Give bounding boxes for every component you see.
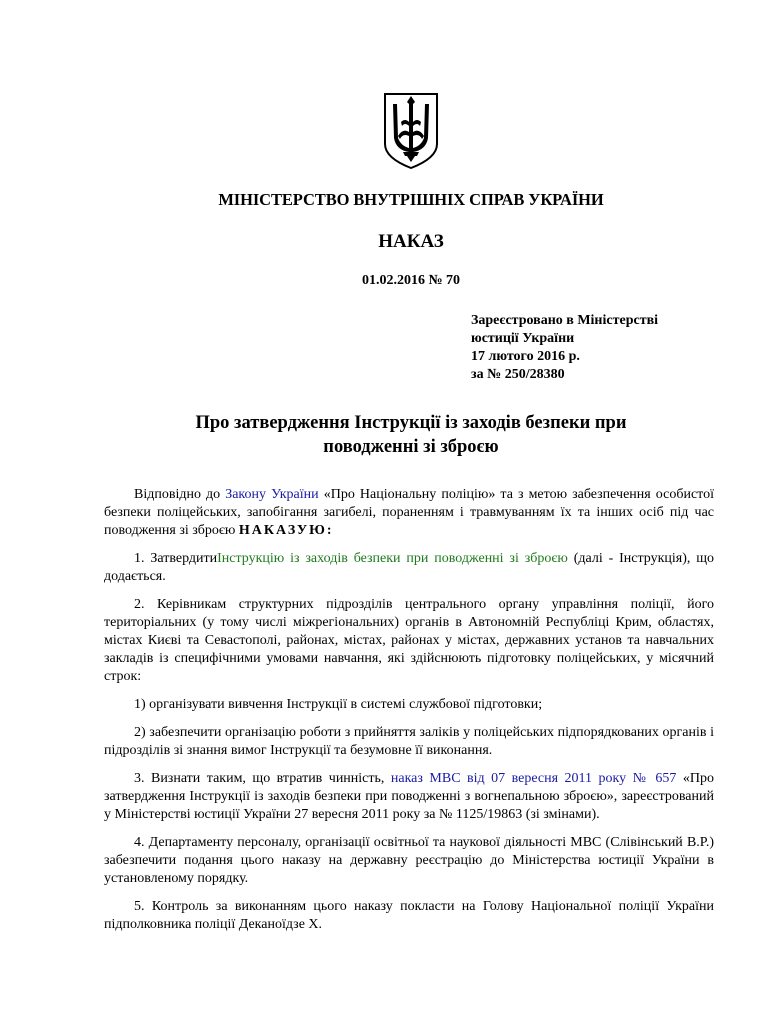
instruction-link[interactable]: Інструкцію із заходів безпеки при поводженні зі зброєю bbox=[217, 551, 568, 566]
preamble-paragraph bbox=[104, 486, 714, 540]
registration-block bbox=[471, 312, 741, 384]
registration-date: 17 лютого 2016 р. bbox=[471, 349, 580, 364]
preamble-text: Відповідно до bbox=[134, 487, 226, 502]
order-label: НАКАЗ bbox=[378, 231, 444, 252]
item-4-paragraph: 4. Департаменту персоналу, організації освітньої та наукової діяльності МВС (Слівінський В.Р.) забезпечити подання цього наказу на державну реєстрацію до Міністерства юстиції України в установленому порядку. bbox=[104, 835, 714, 886]
registration-line: юстиції України bbox=[471, 331, 575, 346]
registration-line: Зареєстровано в Міністерстві bbox=[471, 313, 659, 328]
item-1-suffix: (далі - Інструкція), що додається. bbox=[104, 551, 714, 584]
item-1-paragraph bbox=[104, 550, 714, 586]
item-2-1-paragraph: 1) організувати вивчення Інструкції в системі службової підготовки; bbox=[134, 697, 543, 712]
item-1-prefix: 1. Затвердити bbox=[134, 551, 218, 566]
item-3-prefix: 3. Визнати таким, що втратив чинність, bbox=[134, 771, 391, 786]
registration-number: за № 250/28380 bbox=[471, 367, 565, 382]
document-title-line: Про затвердження Інструкції із заходів безпеки при bbox=[195, 413, 627, 433]
item-3-suffix: «Про затвердження Інструкції із заходів безпеки при поводженні з вогнепальною зброєю», зареєстрований у Міністерстві юстиції України 27 вересня 2011 року за № 1125/19863 (зі змінами). bbox=[104, 771, 714, 822]
document-title bbox=[0, 411, 768, 459]
order-date-number: 01.02.2016 № 70 bbox=[361, 273, 461, 288]
law-link[interactable]: Закону України bbox=[225, 487, 319, 502]
document-title-line: поводженні зі зброєю bbox=[323, 437, 499, 457]
preamble-text: «Про Національну поліцію» та з метою забезпечення особистої безпеки поліцейських, запобігання загибелі, пораненням і травмуванням їх та інших осіб під час поводження зі зброєю bbox=[104, 487, 714, 538]
item-2-paragraph: 2. Керівникам структурних підрозділів центрального органу управління поліції, його територіальних (у тому числі міжрегіональних) органів в Автономній Республіці Крим, областях, містах Києві та Севастополі, районах, містах, районах у містах, державних установ та навчальних закладів із специфічними умовами навчання, які здійснюють підготовку поліцейських, у місячний строк: bbox=[104, 597, 714, 684]
ukraine-trident-emblem-icon bbox=[383, 92, 439, 170]
item-5-paragraph: 5. Контроль за виконанням цього наказу покласти на Голову Національної поліції України підполковника поліції Деканоїдзе Х. bbox=[104, 899, 714, 932]
item-2-2-paragraph: 2) забезпечити організацію роботи з прийняття заліків у поліцейських підпорядкованих органів і підрозділів зі знання вимог Інструкції та безумовне її виконання. bbox=[104, 725, 714, 758]
repealed-order-link[interactable]: наказ МВС від 07 вересня 2011 року № 657 bbox=[390, 771, 677, 786]
order-word: НАКАЗУЮ: bbox=[238, 523, 334, 538]
ministry-name: МІНІСТЕРСТВО ВНУТРІШНІХ СПРАВ УКРАЇНИ bbox=[218, 190, 604, 209]
document-body bbox=[104, 486, 714, 944]
item-3-paragraph bbox=[104, 770, 714, 824]
